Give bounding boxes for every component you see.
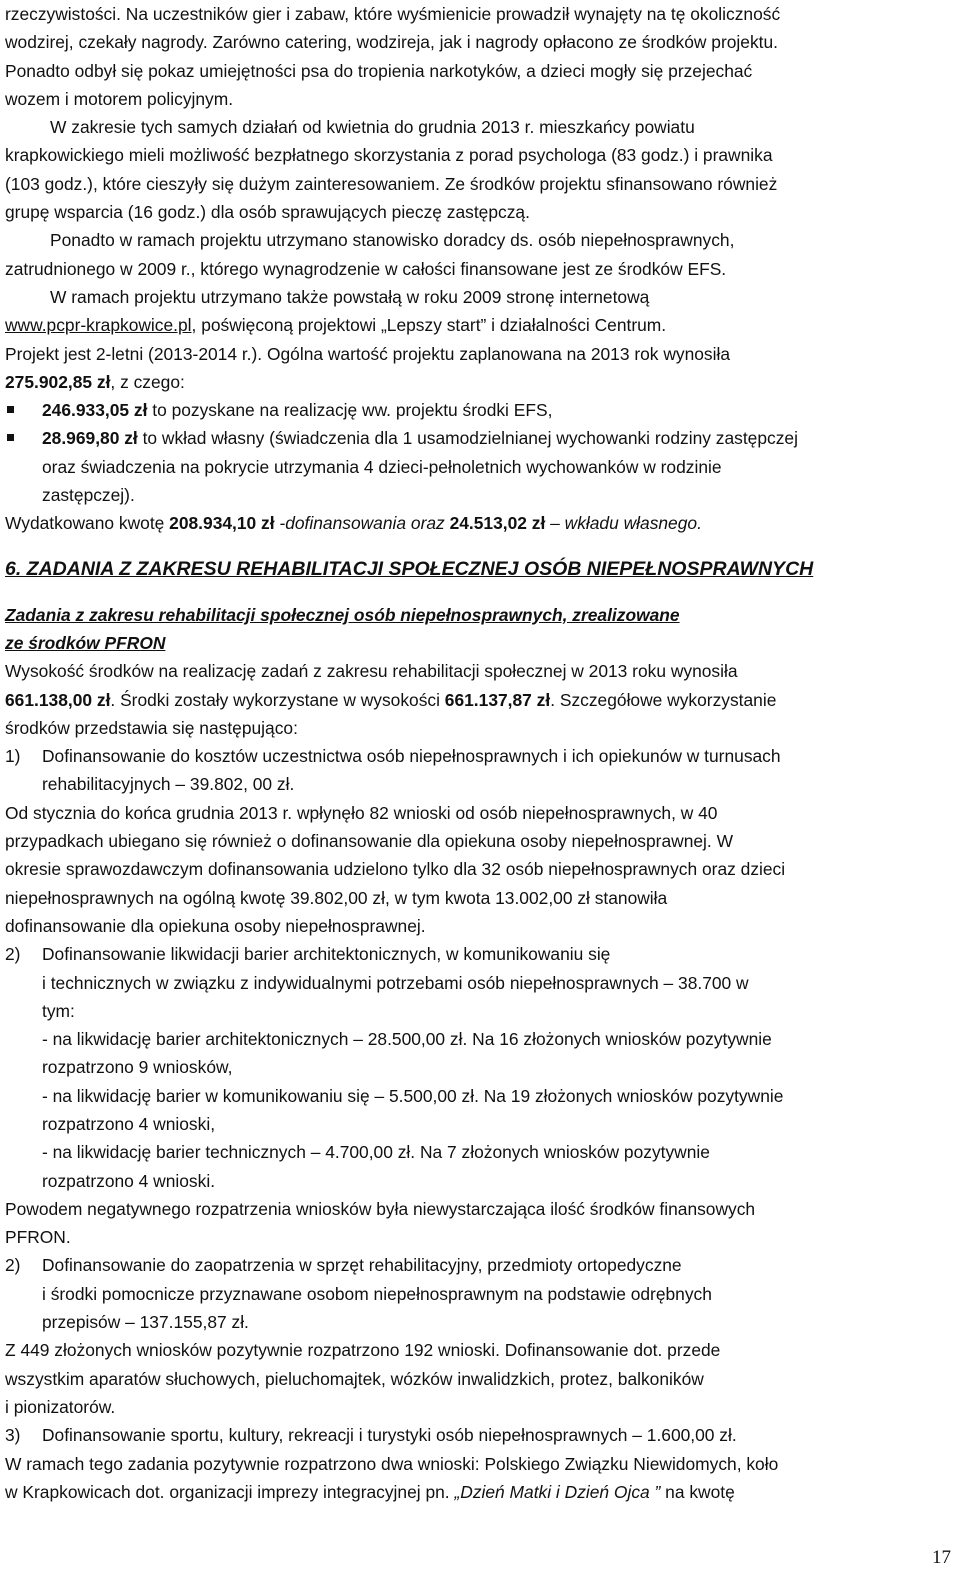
event-text: w Krapkowicach dot. organizacji imprezy integracyjnej pn. [5,1481,455,1502]
item-text: Dofinansowanie do kosztów uczestnictwa osób niepełnosprawnych i ich opiekunów w turnusach [42,746,781,767]
own-contribution-note: – wkładu własnego. [545,513,702,534]
numbered-item [5,1251,953,1279]
expenditure-prefix: Wydatkowano kwotę [5,513,170,534]
dash-item: - na likwidację barier w komunikowaniu się – 5.500,00 zł. Na 19 złożonych wniosków pozytywnie [42,1085,784,1106]
item-text: Dofinansowanie likwidacji barier architektonicznych, w komunikowaniu się [42,944,611,965]
subsection-title [5,601,953,629]
numbered-item [5,742,953,770]
item-continuation: i technicznych w związku z indywidualnymi potrzebami osób niepełnosprawnych – 38.700 w [42,972,749,993]
paragraph-line: okresie sprawozdawczym dofinansowania udzielono tylko dla 32 osób niepełnosprawnych oraz dzieci [5,859,786,880]
paragraph-line: wozem i motorem policyjnym. [5,88,234,109]
total-amount: 275.902,85 zł [5,371,111,392]
paragraph-line: przypadkach ubiegano się również o dofinansowanie dla opiekuna osoby niepełnosprawnej. W [5,831,733,852]
paragraph-line: W ramach tego zadania pozytywnie rozpatrzono dwa wnioski: Polskiego Związku Niewidomych, koło [5,1453,779,1474]
item-number: 2) [5,1255,21,1276]
item-continuation: przepisów – 137.155,87 zł. [42,1312,249,1333]
item-continuation: tym: [42,1000,75,1021]
paragraph-line: W ramach projektu utrzymano także powstałą w roku 2009 stronę internetową [50,286,650,307]
square-bullet-icon [5,396,42,424]
paragraph-line [5,1478,953,1506]
dash-item-continuation: rozpatrzono 9 wniosków, [42,1057,233,1078]
funds-amount: 661.138,00 zł [5,689,111,710]
funds-used-amount: 661.137,87 zł [444,689,551,710]
paragraph-line: wodzirej, czekały nagrody. Zarówno catering, wodzireja, jak i nagrody opłacono ze środków projektu. [5,32,778,53]
paragraph-line [5,311,953,339]
item-continuation: rehabilitacyjnych – 39.802, 00 zł. [42,774,295,795]
paragraph-line: dofinansowanie dla opiekuna osoby niepełnosprawnej. [5,915,426,936]
total-amount-suffix: , z czego: [110,371,185,392]
item-continuation: i środki pomocnicze przyznawane osobom niepełnosprawnym na podstawie odrębnych [42,1283,712,1304]
item-number: 2) [5,944,21,965]
expenditure-note: -dofinansowania oraz [274,513,450,534]
own-contribution-amount: 24.513,02 zł [449,513,546,534]
paragraph-line: środków przedstawia się następująco: [5,717,298,738]
paragraph-line: W zakresie tych samych działań od kwietnia do grudnia 2013 r. mieszkańcy powiatu [50,117,695,138]
paragraph-line [5,368,953,396]
item-number: 1) [5,746,21,767]
square-bullet-icon [5,424,42,452]
event-text-end: na kwotę [660,1481,735,1502]
link-trailing-text: , poświęconą projektowi „Lepszy start” i działalności Centrum. [191,315,667,336]
event-name: „Dzień Matki i Dzień Ojca ” [454,1481,661,1502]
page-number: 17 [932,1547,951,1568]
dash-item-continuation: rozpatrzono 4 wnioski, [42,1113,216,1134]
paragraph-line: PFRON. [5,1227,71,1248]
bullet-item [5,396,953,424]
paragraph-line: zatrudnionego w 2009 r., którego wynagrodzenie w całości finansowane jest ze środków EFS. [5,258,727,279]
dash-item: - na likwidację barier technicznych – 4.700,00 zł. Na 7 złożonych wniosków pozytywnie [42,1142,710,1163]
bullet-amount: 246.933,05 zł [42,400,148,421]
website-link[interactable]: www.pcpr-krapkowice.pl [5,315,192,336]
subsection-title-line: ze środków PFRON [5,632,166,653]
paragraph-line: krapkowickiego mieli możliwość bezpłatnego skorzystania z porad psychologa (83 godz.) i prawnika [5,145,773,166]
paragraph-line: Z 449 złożonych wniosków pozytywnie rozpatrzono 192 wnioski. Dofinansowanie dot. przede [5,1340,721,1361]
paragraph-line: (103 godz.), które cieszyły się dużym zainteresowaniem. Ze środków projektu sfinansowano również [5,173,778,194]
document-page [5,0,953,1506]
paragraph-line: wszystkim aparatów słuchowych, pieluchomajtek, wózków inwalidzkich, protez, balkoników [5,1368,704,1389]
item-number: 3) [5,1425,21,1446]
bullet-text: to pozyskane na realizację ww. projektu środki EFS, [147,400,553,421]
bullet-text: to wkład własny (świadczenia dla 1 usamodzielnianej wychowanki rodziny zastępczej [137,428,798,449]
bullet-amount: 28.969,80 zł [42,428,138,449]
paragraph-line: Ponadto odbył się pokaz umiejętności psa do tropienia narkotyków, a dzieci mogły się przejechać [5,60,753,81]
dash-item: - na likwidację barier architektonicznych – 28.500,00 zł. Na 16 złożonych wniosków pozytywnie [42,1029,772,1050]
paragraph-line: Od stycznia do końca grudnia 2013 r. wpłynęło 82 wnioski od osób niepełnosprawnych, w 40 [5,802,718,823]
numbered-item [5,1421,953,1449]
item-text: Dofinansowanie do zaopatrzenia w sprzęt rehabilitacyjny, przedmioty ortopedyczne [42,1255,682,1276]
bullet-item [5,424,953,452]
paragraph-line [5,686,953,714]
paragraph-line: Powodem negatywnego rozpatrzenia wniosków była niewystarczająca ilość środków finansowych [5,1198,756,1219]
numbered-item [5,940,953,968]
funds-text-end: . Szczegółowe wykorzystanie [550,689,777,710]
paragraph-line: Projekt jest 2-letni (2013-2014 r.). Ogólna wartość projektu zaplanowana na 2013 rok wynosiła [5,343,731,364]
paragraph-line: i pionizatorów. [5,1396,116,1417]
paragraph-line: Wysokość środków na realizację zadań z zakresu rehabilitacji społecznej w 2013 roku wynosiła [5,661,738,682]
item-text: Dofinansowanie sportu, kultury, rekreacji i turystyki osób niepełnosprawnych – 1.600,00 zł. [42,1425,737,1446]
subsection-title-line: Zadania z zakresu rehabilitacji społecznej osób niepełnosprawnych, zrealizowane [5,604,680,625]
paragraph-line: grupę wsparcia (16 godz.) dla osób sprawujących pieczę zastępczą. [5,202,530,223]
paragraph-line: Ponadto w ramach projektu utrzymano stanowisko doradcy ds. osób niepełnosprawnych, [50,230,735,251]
funds-text: . Środki zostały wykorzystane w wysokości [110,689,445,710]
dash-item-continuation: rozpatrzono 4 wnioski. [42,1170,216,1191]
bullet-continuation: zastępczej). [42,485,135,506]
bullet-continuation: oraz świadczenia na pokrycie utrzymania 4 dzieci-pełnoletnich wychowanków w rodzinie [42,456,722,477]
paragraph-line: niepełnosprawnych na ogólną kwotę 39.802,00 zł, w tym kwota 13.002,00 zł stanowiła [5,887,668,908]
section-heading: 6. ZADANIA Z ZAKRESU REHABILITACJI SPOŁECZNEJ OSÓB NIEPEŁNOSPRAWNYCH [5,557,814,580]
paragraph-line: rzeczywistości. Na uczestników gier i zabaw, które wyśmienicie prowadził wynajęty na tę okoliczność [5,4,781,24]
expenditure-line [5,509,953,537]
expenditure-amount: 208.934,10 zł [169,513,275,534]
